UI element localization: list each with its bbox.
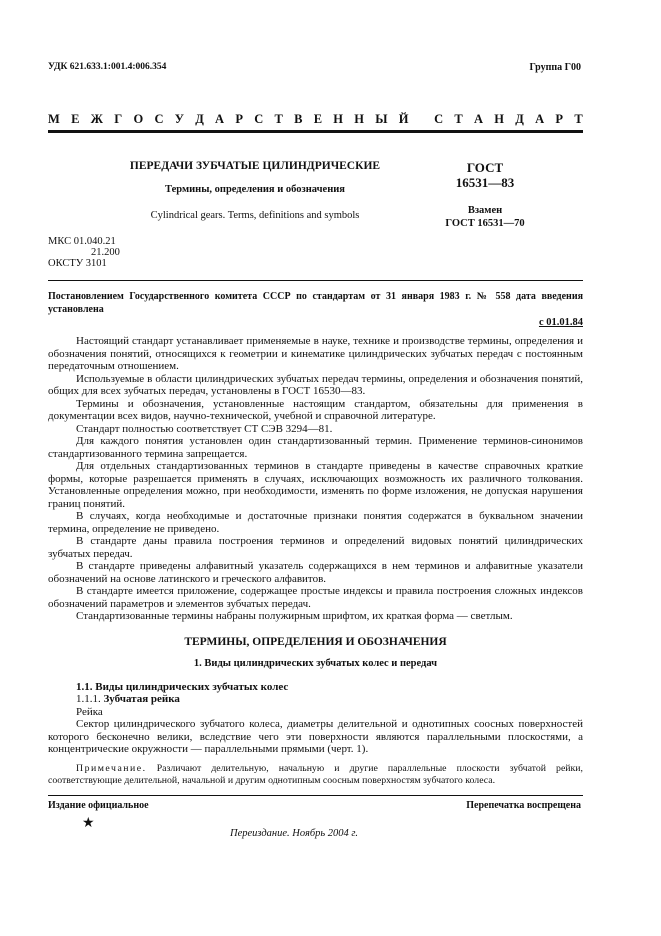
banner-letter: Р bbox=[555, 112, 564, 126]
decree-text: Постановлением Государственного комитета СССР по стандартам от 31 января 1983 г. № 558 дата введения установлена bbox=[48, 291, 583, 315]
banner-letter: О bbox=[133, 112, 144, 126]
paragraph: В случаях, когда необходимые и достаточные признаки понятия содержатся в буквальном значении термина, определение не приведено. bbox=[48, 510, 583, 535]
banner-letter: Н bbox=[494, 112, 505, 126]
banner-letter: С bbox=[434, 112, 444, 126]
replaces-label: Взамен bbox=[467, 205, 503, 216]
mks-code-2: 21.200 bbox=[91, 247, 120, 258]
udk-code: УДК 621.633.1:001.4:006.354 bbox=[48, 62, 167, 72]
banner-letter: Ы bbox=[375, 112, 388, 126]
star-icon: ★ bbox=[82, 816, 95, 831]
item-1-1: 1.1. Виды цилиндрических зубчатых колес bbox=[76, 680, 289, 693]
note bbox=[48, 763, 583, 787]
note-text: Различают делительную, начальную и другие параллельные плоскости зубчатой рейки, соответствующие делительной, начальной и другим однотипным соосным поверхностям зубчатого колеса. bbox=[48, 762, 583, 786]
banner-letter: С bbox=[154, 112, 164, 126]
document-subtitle: Термины, определения и обозначения bbox=[165, 184, 345, 195]
definition: Сектор цилиндрического зубчатого колеса, диаметры делительной и однотипных соосных поверхностей которого бесконечно велики, вследствие чего эти поверхности являются параллельными плоскостями, а концентрические окружности — параллельными прямыми (черт. 1). bbox=[48, 718, 583, 755]
paragraph: Для каждого понятия установлен один стандартизованный термин. Применение терминов-синонимов стандартизованного термина запрещается. bbox=[48, 435, 583, 460]
standard-banner bbox=[48, 112, 583, 127]
section-title: ТЕРМИНЫ, ОПРЕДЕЛЕНИЯ И ОБОЗНАЧЕНИЯ bbox=[184, 635, 447, 648]
header-rule bbox=[48, 280, 583, 281]
main-body bbox=[48, 335, 583, 787]
short-form: Рейка bbox=[76, 705, 103, 718]
paragraph: В стандарте приведены алфавитный указатель содержащихся в нем терминов и алфавитные указатели обозначений на основе латинского и греческого алфавитов. bbox=[48, 560, 583, 585]
effective-date: с 01.01.84 bbox=[538, 317, 583, 328]
banner-letter: А bbox=[474, 112, 484, 126]
gost-number: 16531—83 bbox=[455, 175, 515, 190]
banner-letter: Т bbox=[274, 112, 283, 126]
replaces-number: ГОСТ 16531—70 bbox=[445, 218, 525, 229]
gost-designation bbox=[430, 160, 540, 190]
section-subtitle: 1. Виды цилиндрических зубчатых колес и передач bbox=[193, 658, 438, 669]
banner-letter bbox=[420, 112, 423, 127]
document-title: ПЕРЕДАЧИ ЗУБЧАТЫЕ ЦИЛИНДРИЧЕСКИЕ bbox=[129, 160, 381, 172]
banner-letter: Н bbox=[333, 112, 344, 126]
note-label: Примечание. bbox=[76, 762, 147, 774]
banner-letter: В bbox=[294, 112, 303, 126]
banner-letter: М bbox=[48, 112, 60, 126]
banner-letter: Е bbox=[313, 112, 323, 126]
banner-letter: Ж bbox=[90, 112, 104, 126]
reprint-notice: Перепечатка воспрещена bbox=[466, 800, 581, 811]
paragraph: Термины и обозначения, установленные настоящим стандартом, обязательны для применения в документации всех видов, научно-технической, учебной и справочной литературе. bbox=[48, 397, 583, 422]
banner-letter: А bbox=[215, 112, 225, 126]
okstu-code: ОКСТУ 3101 bbox=[48, 258, 107, 269]
banner-letter: Г bbox=[114, 112, 123, 126]
reissue-note: Переиздание. Ноябрь 2004 г. bbox=[230, 828, 359, 839]
paragraph: Настоящий стандарт устанавливает применяемые в науке, технике и производстве термины, определения и обозначения понятий, относящихся к геометрии и кинематике цилиндрических зубчатых передач с постоянным передаточным отношением. bbox=[48, 335, 583, 372]
banner-letter: А bbox=[535, 112, 545, 126]
banner-letter: Н bbox=[354, 112, 364, 126]
banner-letter: Р bbox=[235, 112, 243, 126]
paragraph: Для отдельных стандартизованных терминов в стандарте приведены в качестве справочных краткие формы, которые разрешается применять в случаях, исключающих возможность их различного толкования. Установленные определения можно, при необходимости, изменять по форме изложения, не допуская нарушения границ понятий. bbox=[48, 460, 583, 510]
group-code: Группа Г00 bbox=[529, 62, 581, 73]
banner-letter: С bbox=[254, 112, 264, 126]
classifier-codes bbox=[48, 236, 120, 269]
mks-code: МКС 01.040.21 bbox=[48, 236, 116, 247]
item-number: 1.1.1. bbox=[76, 693, 101, 705]
banner-letter: Т bbox=[574, 112, 583, 126]
official-edition: Издание официальное bbox=[48, 800, 149, 811]
banner-letter: Е bbox=[71, 112, 80, 126]
term: Зубчатая рейка bbox=[103, 693, 180, 705]
banner-rule bbox=[48, 130, 583, 133]
banner-letter: Д bbox=[515, 112, 524, 126]
replaces-block bbox=[430, 204, 540, 230]
banner-letter: Т bbox=[454, 112, 463, 126]
paragraph: В стандарте имеется приложение, содержащее простые индексы и правила построения сложных индексов обозначений параметров и элементов зубчатых передач. bbox=[48, 585, 583, 610]
paragraph: В стандарте даны правила построения терминов и определений видовых понятий цилиндрических зубчатых передач. bbox=[48, 535, 583, 560]
gost-label: ГОСТ bbox=[466, 160, 504, 175]
english-title: Cylindrical gears. Terms, definitions and symbols bbox=[150, 210, 360, 221]
item-1-1-1 bbox=[48, 693, 583, 706]
banner-letter: Й bbox=[398, 112, 409, 126]
paragraph: Стандарт полностью соответствует СТ СЭВ 3294—81. bbox=[76, 422, 333, 435]
paragraph: Используемые в области цилиндрических зубчатых передач термины, определения и обозначения понятий, общих для всех зубчатых передач, установлены в ГОСТ 16530—83. bbox=[48, 372, 583, 397]
paragraph: Стандартизованные термины набраны полужирным шрифтом, их краткая форма — светлым. bbox=[76, 610, 513, 622]
banner-letter: Д bbox=[195, 112, 204, 126]
banner-letter: У bbox=[174, 112, 184, 126]
footer-rule bbox=[48, 795, 583, 796]
